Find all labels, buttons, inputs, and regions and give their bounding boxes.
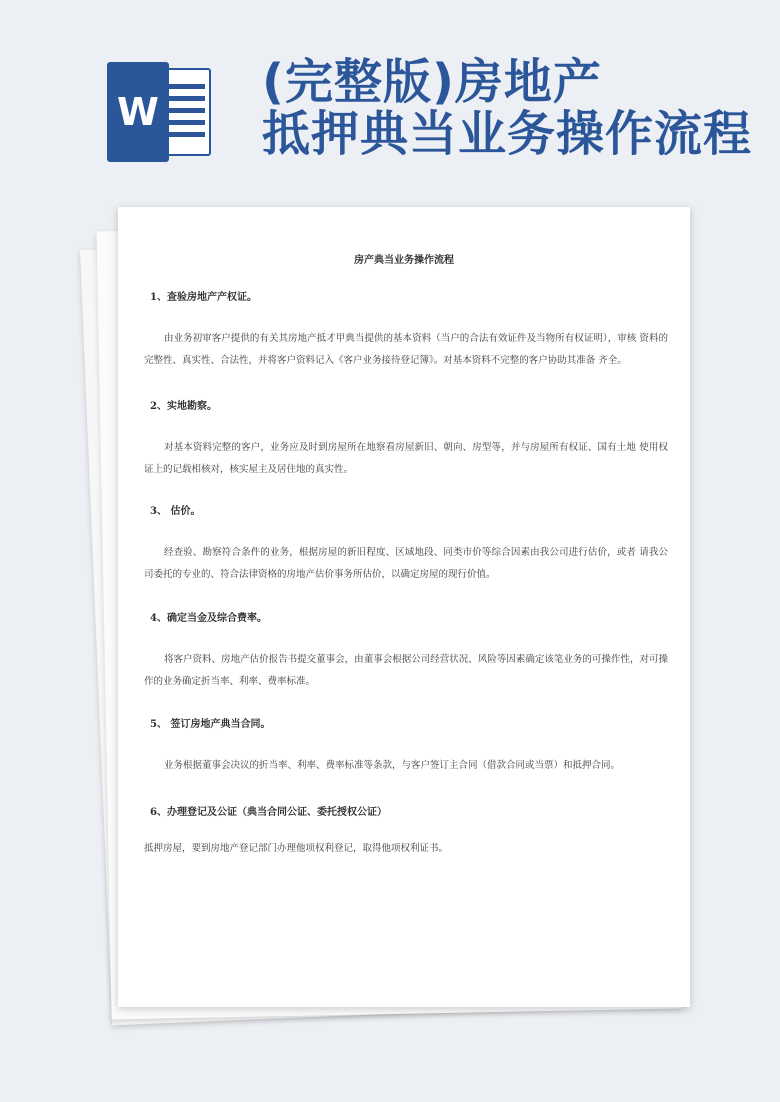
section-body: 对基本资料完整的客户，业务应及时到房屋所在地察看房屋新旧、朝向、房型等，并与房屋所有权证、国有土地 使用权证上的记载相核对，核实屋主及居住地的真实性。 — [144, 442, 668, 475]
page-line — [169, 132, 205, 137]
document-title: 房产典当业务操作流程 — [354, 255, 454, 266]
word-badge: W — [107, 62, 169, 162]
section-heading: 2、实地勘察。 — [150, 401, 217, 412]
section-heading: 4、确定当金及综合费率。 — [150, 613, 267, 624]
section-3 — [144, 505, 668, 586]
page-line — [169, 120, 205, 125]
section-body: 业务根据董事会决议的折当率、利率、费率标准等条款，与客户签订主合同（借款合同或当票）和抵押合同。 — [164, 760, 621, 771]
page-header — [0, 0, 780, 200]
section-5 — [144, 718, 668, 777]
section-body: 将客户资料、房地产估价报告书提交董事会，由董事会根据公司经营状况、风险等因素确定该笔业务的可操作性，对可操作的业务确定折当率、利率、费率标准。 — [144, 654, 668, 687]
page-line — [169, 96, 205, 101]
section-body: 由业务初审客户提供的有关其房地产抵才甲典当提供的基本资料（当户的合法有效证件及当物所有权证明），审核 资料的完整性、真实性、合法性，并将客户资料记入《客户业务接待登记簿》。对基本资料不完整的客户协助其准备 齐全。 — [144, 333, 668, 366]
page-title-line2: 抵押典当业务操作流程 — [262, 106, 753, 162]
section-1 — [144, 291, 668, 372]
word-document-icon — [107, 62, 213, 162]
page-line — [169, 84, 205, 89]
section-body: 抵押房屋，要到房地产登记部门办理他项权利登记，取得他项权利证书。 — [144, 843, 449, 854]
section-heading: 3、 估价。 — [150, 506, 201, 517]
page-title-line1: (完整版)房地产 — [262, 54, 602, 110]
section-2 — [144, 400, 668, 481]
section-body: 经查验、勘察符合条件的业务，根据房屋的新旧程度、区域地段、同类市价等综合因素由我公司进行估价，或者 请我公司委托的专业的、符合法律资格的房地产估价事务所估价，以确定房屋的现行价值。 — [144, 547, 668, 580]
section-heading: 1、查验房地产产权证。 — [150, 292, 257, 303]
document-page — [118, 207, 690, 1007]
section-heading: 5、 签订房地产典当合同。 — [150, 719, 271, 730]
section-heading: 6、办理登记及公证（典当合同公证、委托授权公证） — [150, 807, 387, 818]
page-line — [169, 108, 205, 113]
page-title — [262, 56, 772, 160]
section-4 — [144, 612, 668, 693]
section-6 — [144, 806, 668, 860]
